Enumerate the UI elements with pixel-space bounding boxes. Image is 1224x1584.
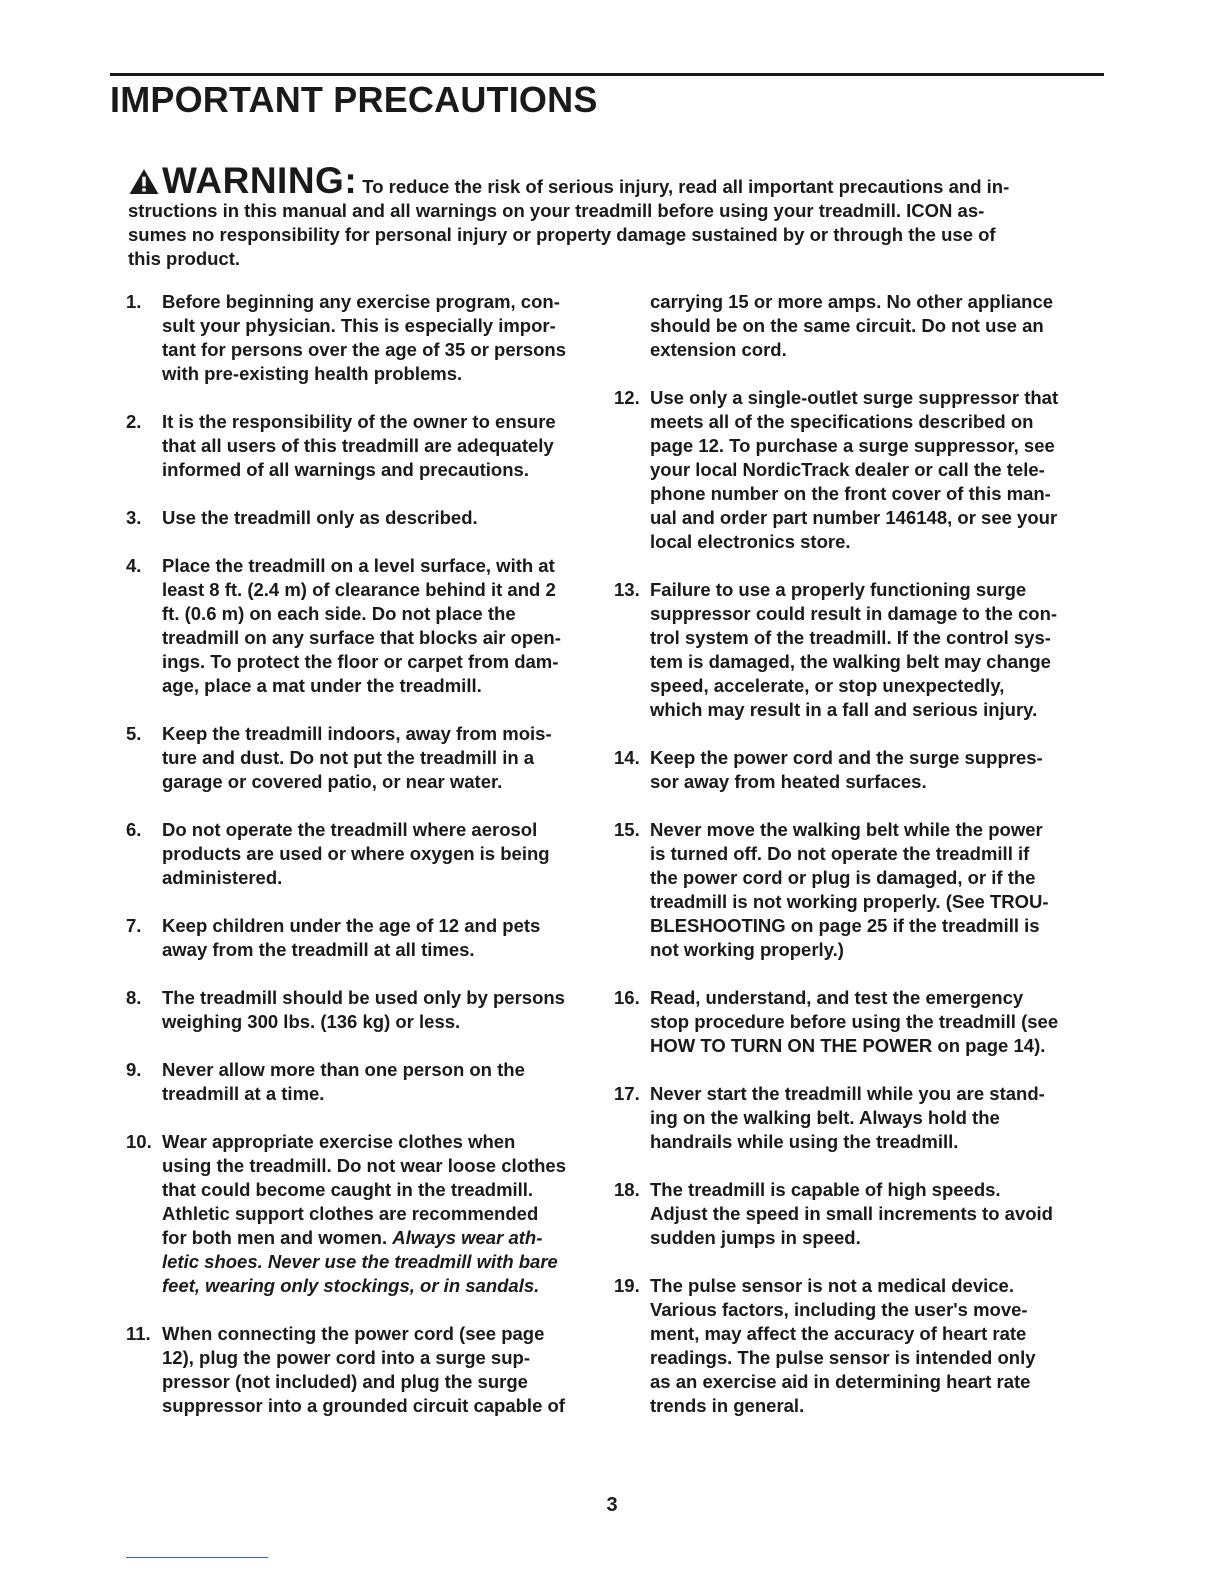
item-line: pressor (not included) and plug the surge — [162, 1371, 528, 1392]
precaution-item — [614, 1178, 1094, 1250]
item-line: informed of all warnings and precautions. — [162, 459, 529, 480]
item-line: tem is damaged, the walking belt may change — [650, 651, 1051, 672]
item-number: 5. — [126, 723, 142, 744]
item-line: Use the treadmill only as described. — [162, 507, 478, 528]
precaution-item — [126, 506, 606, 530]
precaution-item — [614, 1274, 1094, 1418]
bottom-rule — [126, 1557, 268, 1558]
precaution-item — [614, 818, 1094, 962]
item-line: sult your physician. This is especially impor- — [162, 315, 556, 336]
item-number: 12. — [614, 387, 640, 408]
warning-triangle-icon — [128, 168, 160, 195]
item-number: 3. — [126, 507, 142, 528]
item-number: 18. — [614, 1179, 640, 1200]
precaution-item — [126, 914, 606, 962]
item-line: administered. — [162, 867, 283, 888]
item-line: ual and order part number 146148, or see your — [650, 507, 1058, 528]
emphasis-text: letic shoes. Never use the treadmill with bare — [162, 1251, 558, 1272]
item-line: least 8 ft. (2.4 m) of clearance behind it and 2 — [162, 579, 556, 600]
item-line: tant for persons over the age of 35 or persons — [162, 339, 567, 360]
precaution-item — [126, 1058, 606, 1106]
item-line: Never start the treadmill while you are stand- — [650, 1083, 1045, 1104]
warning-label: WARNING: — [162, 160, 358, 201]
item-number: 17. — [614, 1083, 640, 1104]
item-line: age, place a mat under the treadmill. — [162, 675, 482, 696]
item-line: It is the responsibility of the owner to ensure — [162, 411, 556, 432]
item-line: suppressor into a grounded circuit capable of — [162, 1395, 565, 1416]
item-line: The treadmill is capable of high speeds. — [650, 1179, 1001, 1200]
item-number: 19. — [614, 1275, 640, 1296]
item-number: 13. — [614, 579, 640, 600]
item-line: garage or covered patio, or near water. — [162, 771, 503, 792]
item-line: Use only a single-outlet surge suppressor that — [650, 387, 1059, 408]
precaution-item-continued — [614, 290, 1094, 362]
item-line: Before beginning any exercise program, con- — [162, 291, 560, 312]
item-line: Wear appropriate exercise clothes when — [162, 1131, 516, 1152]
emphasis-text: feet, wearing only stockings, or in sandals. — [162, 1275, 540, 1296]
item-line: ment, may affect the accuracy of heart rate — [650, 1323, 1027, 1344]
precaution-item — [614, 986, 1094, 1058]
item-number: 6. — [126, 819, 142, 840]
item-number: 1. — [126, 291, 142, 312]
item-line: When connecting the power cord (see page — [162, 1323, 545, 1344]
item-line: is turned off. Do not operate the treadmill if — [650, 843, 1030, 864]
item-line: weighing 300 lbs. (136 kg) or less. — [162, 1011, 461, 1032]
item-number: 16. — [614, 987, 640, 1008]
item-number: 7. — [126, 915, 142, 936]
item-line: speed, accelerate, or stop unexpectedly, — [650, 675, 1005, 696]
item-line: treadmill at a time. — [162, 1083, 325, 1104]
precaution-item — [126, 986, 606, 1034]
left-column — [126, 290, 606, 1442]
item-line: Keep children under the age of 12 and pets — [162, 915, 541, 936]
item-number: 9. — [126, 1059, 142, 1080]
item-text: for both men and women. — [162, 1227, 388, 1248]
item-line: products are used or where oxygen is being — [162, 843, 550, 864]
item-line: The treadmill should be used only by persons — [162, 987, 565, 1008]
item-line: using the treadmill. Do not wear loose clothes — [162, 1155, 566, 1176]
item-line: Never allow more than one person on the — [162, 1059, 525, 1080]
item-line: Keep the treadmill indoors, away from mois- — [162, 723, 552, 744]
top-rule — [110, 73, 1104, 76]
item-line: Athletic support clothes are recommended — [162, 1203, 539, 1224]
precaution-item — [614, 386, 1094, 554]
item-line: as an exercise aid in determining heart rate — [650, 1371, 1031, 1392]
item-line: 12), plug the power cord into a surge sup- — [162, 1347, 530, 1368]
item-line: suppressor could result in damage to the con- — [650, 603, 1058, 624]
item-number: 10. — [126, 1131, 152, 1152]
item-line: ing on the walking belt. Always hold the — [650, 1107, 1000, 1128]
item-line: readings. The pulse sensor is intended only — [650, 1347, 1036, 1368]
precaution-item — [126, 410, 606, 482]
warning-block — [128, 160, 1068, 271]
item-line: Read, understand, and test the emergency — [650, 987, 1024, 1008]
precaution-item — [126, 554, 606, 698]
item-line: Failure to use a properly functioning surge — [650, 579, 1027, 600]
item-line: local electronics store. — [650, 531, 851, 552]
item-line: Various factors, including the user's move- — [650, 1299, 1028, 1320]
item-line: BLESHOOTING on page 25 if the treadmill is — [650, 915, 1040, 936]
item-line: sudden jumps in speed. — [650, 1227, 861, 1248]
precaution-item — [126, 1130, 606, 1298]
item-line: Adjust the speed in small increments to avoid — [650, 1203, 1053, 1224]
item-line: meets all of the specifications described on — [650, 411, 1034, 432]
item-line: Never move the walking belt while the power — [650, 819, 1043, 840]
page-number: 3 — [606, 1494, 618, 1516]
item-line — [162, 1226, 606, 1250]
item-line: trol system of the treadmill. If the control sys- — [650, 627, 1051, 648]
item-line: The pulse sensor is not a medical device. — [650, 1275, 1014, 1296]
warning-text-line: sumes no responsibility for personal injury or property damage sustained by or through the use of — [128, 224, 996, 245]
precaution-item — [614, 1082, 1094, 1154]
item-line: sor away from heated surfaces. — [650, 771, 927, 792]
item-line: HOW TO TURN ON THE POWER on page 14). — [650, 1035, 1046, 1056]
item-line: handrails while using the treadmill. — [650, 1131, 959, 1152]
item-line: the power cord or plug is damaged, or if the — [650, 867, 1036, 888]
page-title: IMPORTANT PRECAUTIONS — [110, 79, 598, 120]
item-line: which may result in a fall and serious injury. — [650, 699, 1038, 720]
item-line: phone number on the front cover of this man- — [650, 483, 1051, 504]
item-line: ture and dust. Do not put the treadmill in a — [162, 747, 535, 768]
item-line: Do not operate the treadmill where aerosol — [162, 819, 538, 840]
precaution-item — [126, 290, 606, 386]
item-number: 15. — [614, 819, 640, 840]
item-number: 2. — [126, 411, 142, 432]
item-number: 11. — [126, 1323, 151, 1344]
item-line: stop procedure before using the treadmill (see — [650, 1011, 1059, 1032]
item-number: 8. — [126, 987, 142, 1008]
item-number: 4. — [126, 555, 142, 576]
item-line: ings. To protect the floor or carpet from dam- — [162, 651, 559, 672]
item-line: with pre-existing health problems. — [162, 363, 463, 384]
item-line: page 12. To purchase a surge suppressor, see — [650, 435, 1055, 456]
item-line: Place the treadmill on a level surface, with at — [162, 555, 555, 576]
warning-text-line: structions in this manual and all warnings on your treadmill before using your treadmill. ICON as- — [128, 200, 985, 221]
warning-text-line: To reduce the risk of serious injury, read all important precautions and in- — [362, 176, 1010, 197]
item-number: 14. — [614, 747, 640, 768]
precaution-item — [126, 818, 606, 890]
precaution-item — [126, 722, 606, 794]
item-line: treadmill is not working properly. (See TROU- — [650, 891, 1049, 912]
item-line: away from the treadmill at all times. — [162, 939, 475, 960]
item-line: that could become caught in the treadmill. — [162, 1179, 534, 1200]
warning-text-line: this product. — [128, 248, 241, 269]
item-line: carrying 15 or more amps. No other appliance — [650, 291, 1054, 312]
item-line: your local NordicTrack dealer or call the tele- — [650, 459, 1045, 480]
right-column — [614, 290, 1094, 1442]
precaution-item — [614, 746, 1094, 794]
item-line: extension cord. — [650, 339, 787, 360]
warning-heading — [128, 160, 1068, 201]
item-line: not working properly.) — [650, 939, 844, 960]
item-line: trends in general. — [650, 1395, 805, 1416]
item-line: treadmill on any surface that blocks air open- — [162, 627, 561, 648]
item-line: ft. (0.6 m) on each side. Do not place the — [162, 603, 516, 624]
item-line: that all users of this treadmill are adequately — [162, 435, 554, 456]
item-line: should be on the same circuit. Do not use an — [650, 315, 1044, 336]
precaution-item — [126, 1322, 606, 1418]
emphasis-text: Always wear ath- — [392, 1227, 543, 1248]
item-line: Keep the power cord and the surge suppres- — [650, 747, 1043, 768]
precaution-item — [614, 578, 1094, 722]
